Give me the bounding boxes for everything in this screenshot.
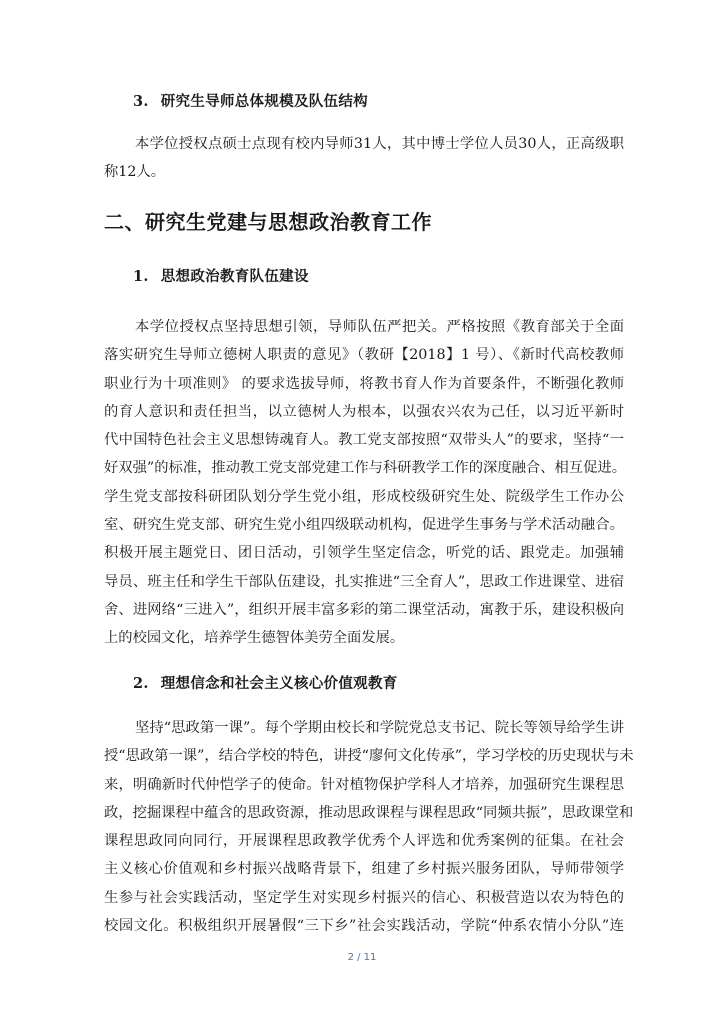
section-heading-1	[133, 265, 309, 286]
paragraph-line: 称12人。	[104, 164, 166, 181]
section-title: 思想政治教育队伍建设	[160, 268, 309, 285]
paragraph-core-values	[104, 714, 634, 940]
section-number: 2.	[133, 675, 149, 692]
paragraph-line: 政，挖掘课程中蕴含的思政资源，推动思政课程与课程思政“同频共振”，思政课堂和	[104, 804, 634, 821]
paragraph-line: 落实研究生导师立德树人职责的意见》（教研【2018】1 号）、《新时代高校教师	[104, 347, 624, 364]
chapter-heading: 二、研究生党建与思想政治教育工作	[104, 210, 432, 234]
section-title: 理想信念和社会主义核心价值观教育	[160, 675, 398, 692]
paragraph-line: 坚持“思政第一课”。每个学期由校长和学院党总支书记、院长等领导给学生讲	[135, 720, 624, 736]
paragraph-line: 室、研究生党支部、研究生党小组四级联动机构，促进学生事务与学术活动融合。	[104, 517, 624, 534]
paragraph-line: 授“思政第一课”，结合学校的特色，讲授“廖何文化传承”，学习学校的历史现状与未	[104, 748, 634, 765]
paragraph-line: 上的校园文化，培养学生德智体美劳全面发展。	[104, 630, 405, 647]
paragraph-ideological-team	[104, 313, 624, 653]
page-number-indicator: 2 / 11	[347, 952, 377, 963]
paragraph-supervisor-scale	[104, 130, 624, 187]
paragraph-line: 课程思政同向同行，开展课程思政教学优秀个人评选和优秀案例的征集。在社会	[104, 833, 624, 850]
paragraph-line: 本学位授权点坚持思想引领，导师队伍严把关。严格按照《教育部关于全面	[135, 319, 624, 335]
section-title: 研究生导师总体规模及队伍结构	[160, 93, 368, 110]
paragraph-line: 生参与社会实践活动，坚定学生对实现乡村振兴的信心、积极营造以农为特色的	[104, 889, 624, 906]
paragraph-line: 导员、班主任和学生干部队伍建设，扎实推进“三全育人”，思政工作进课堂、进宿	[104, 573, 624, 590]
section-number: 3.	[133, 93, 149, 110]
section-heading-3	[133, 90, 368, 111]
paragraph-line: 校园文化。积极组织开展暑假“三下乡”社会实践活动，学院“仲系农情小分队”连	[104, 918, 624, 935]
paragraph-line: 来，明确新时代仲恺学子的使命。针对植物保护学科人才培养，加强研究生课程思	[104, 776, 624, 793]
paragraph-line: 舍、进网络“三进入”，组织开展丰富多彩的第二课堂活动，寓教于乐，建设积极向	[104, 601, 624, 618]
paragraph-line: 职业行为十项准则》 的要求选拔导师，将教书育人作为首要条件，不断强化教师	[104, 375, 624, 392]
section-heading-2	[133, 672, 398, 693]
paragraph-line: 学生党支部按科研团队划分学生党小组，形成校级研究生处、院级学生工作办公	[104, 488, 624, 505]
section-number: 1.	[133, 268, 149, 285]
paragraph-line: 本学位授权点硕士点现有校内导师31人，其中博士学位人员30人，正高级职	[135, 136, 624, 152]
paragraph-line: 代中国特色社会主义思想铸魂育人。教工党支部按照“双带头人”的要求，坚持“一	[104, 432, 624, 449]
paragraph-line: 好双强”的标准，推动教工党支部党建工作与科研教学工作的深度融合、相互促进。	[104, 460, 626, 477]
paragraph-line: 主义核心价值观和乡村振兴战略背景下，组建了乡村振兴服务团队，导师带领学	[104, 861, 624, 878]
paragraph-line: 的育人意识和责任担当，以立德树人为根本，以强农兴农为己任，以习近平新时	[104, 403, 624, 420]
paragraph-line: 积极开展主题党日、团日活动，引领学生坚定信念，听党的话、跟党走。加强辅	[104, 545, 624, 562]
